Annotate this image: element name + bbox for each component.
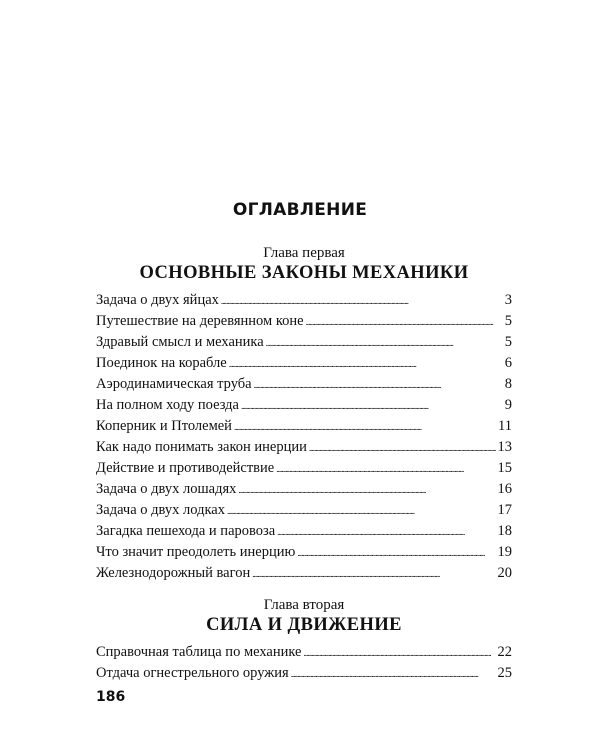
toc-entry-page: 3 <box>504 292 512 308</box>
toc-entry-title: Справочная таблица по механике <box>96 644 302 660</box>
dot-leader <box>221 290 500 311</box>
toc-entry[interactable] <box>96 663 512 684</box>
toc-entry-title: Железнодорожный вагон <box>96 565 251 581</box>
dot-leader <box>277 521 495 542</box>
toc-entry-title: Загадка пешехода и паровоза <box>96 523 276 539</box>
toc-entry-page: 15 <box>497 460 512 476</box>
toc-entry-title: На полном ходу поезда <box>96 397 239 413</box>
toc-entry-title: Задача о двух лодках <box>96 502 225 518</box>
chapter-2-label: Глава вторая <box>263 597 345 613</box>
dot-leader <box>227 500 496 521</box>
chapter-1 <box>96 244 512 584</box>
toc-entry-page: 25 <box>497 665 512 681</box>
toc-entry-page: 8 <box>504 376 512 392</box>
toc-entry-page: 18 <box>497 523 512 539</box>
toc-entry-title: Путешествие на деревянном коне <box>96 313 304 329</box>
toc-entry[interactable] <box>96 332 512 353</box>
chapter-1-title: ОСНОВНЫЕ ЗАКОНЫ МЕХАНИКИ <box>139 263 469 283</box>
dot-leader <box>304 642 496 663</box>
dot-leader <box>266 332 500 353</box>
toc-entry-page: 17 <box>497 502 512 518</box>
dot-leader <box>229 353 500 374</box>
toc-entry-title: Действие и противодействие <box>96 460 275 476</box>
toc-entry-page: 20 <box>497 565 512 581</box>
toc-entry[interactable] <box>96 416 512 437</box>
toc-entry-title: Коперник и Птолемей <box>96 418 232 434</box>
toc-entry-page: 13 <box>497 439 512 455</box>
toc-entry[interactable] <box>96 458 512 479</box>
toc-entry[interactable] <box>96 542 512 563</box>
chapter-1-label: Глава первая <box>263 245 345 261</box>
dot-leader <box>252 563 495 584</box>
toc-entry-page: 11 <box>498 418 512 434</box>
toc-entry[interactable] <box>96 479 512 500</box>
toc-entry-title: Поединок на корабле <box>96 355 227 371</box>
chapter-2 <box>96 596 512 684</box>
toc-entry-title: Как надо понимать закон инерции <box>96 439 307 455</box>
dot-leader <box>291 663 496 684</box>
toc-entry-title: Аэродинамическая труба <box>96 376 252 392</box>
toc-entry-page: 6 <box>504 355 512 371</box>
toc-entry[interactable] <box>96 311 512 332</box>
toc-entry[interactable] <box>96 290 512 311</box>
toc-entry[interactable] <box>96 437 512 458</box>
toc-entry-title: Отдача огнестрельного оружия <box>96 665 289 681</box>
toc-entry-title: Задача о двух яйцах <box>96 292 219 308</box>
dot-leader <box>276 458 495 479</box>
dot-leader <box>238 479 495 500</box>
toc-entry[interactable] <box>96 353 512 374</box>
toc-entry-page: 19 <box>497 544 512 560</box>
toc-heading: ОГЛАВЛЕНИЕ <box>232 200 368 220</box>
toc-entry[interactable] <box>96 374 512 395</box>
toc-entry-page: 5 <box>504 334 512 350</box>
dot-leader <box>297 542 495 563</box>
toc-entry-page: 5 <box>504 313 512 329</box>
dot-leader <box>309 437 496 458</box>
dot-leader <box>306 311 500 332</box>
toc-entry-page: 16 <box>497 481 512 497</box>
toc-entry[interactable] <box>96 395 512 416</box>
toc-entry[interactable] <box>96 521 512 542</box>
toc-entry[interactable] <box>96 500 512 521</box>
dot-leader <box>241 395 500 416</box>
toc-entry-page: 22 <box>497 644 512 660</box>
toc-entry-title: Здравый смысл и механика <box>96 334 264 350</box>
chapter-2-title: СИЛА И ДВИЖЕНИЕ <box>206 615 402 635</box>
toc-entry-title: Задача о двух лошадях <box>96 481 237 497</box>
toc-entry-title: Что значит преодолеть инерцию <box>96 544 296 560</box>
dot-leader <box>234 416 496 437</box>
toc-entry[interactable] <box>96 642 512 663</box>
toc-entry[interactable] <box>96 563 512 584</box>
toc-entry-page: 9 <box>504 397 512 413</box>
dot-leader <box>254 374 500 395</box>
page-number: 186 <box>96 689 126 705</box>
